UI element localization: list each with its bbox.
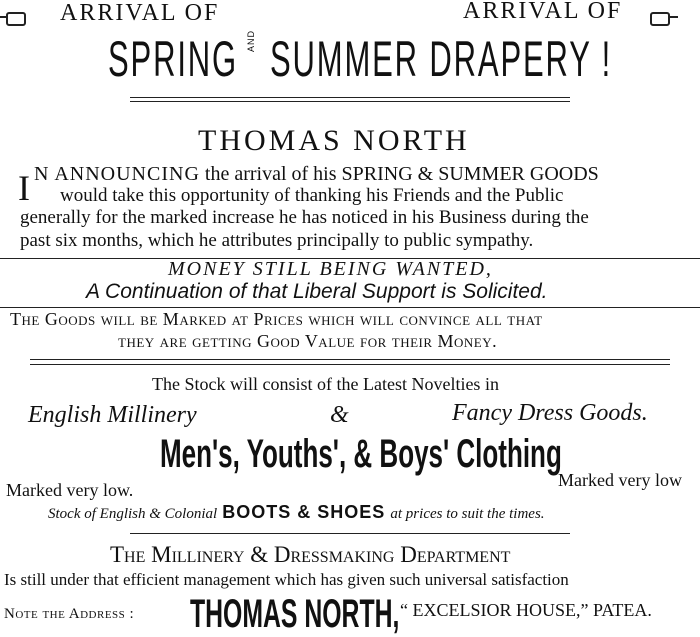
arrival-right: ARRIVAL OF xyxy=(463,0,623,24)
marked-very-low-right: Marked very low xyxy=(558,470,682,490)
boots-shoes: BOOTS & SHOES xyxy=(222,502,386,522)
prices-line-2: they are getting Good Value for their Money. xyxy=(118,331,498,351)
address-house: “ EXCELSIOR HOUSE,” PATEA. xyxy=(400,600,652,620)
fancy-dress-goods: Fancy Dress Goods. xyxy=(452,400,648,426)
appeal-line-2: A Continuation of that Liberal Support is Solicited. xyxy=(86,280,548,303)
pointing-hand-left-icon xyxy=(4,6,30,25)
and-vertical: AND xyxy=(246,29,256,52)
pointing-hand-right-icon xyxy=(648,6,674,25)
stock-rule xyxy=(130,533,570,534)
prices-line-1: The Goods will be Marked at Prices which will convince all that xyxy=(10,309,543,329)
arrival-left: ARRIVAL OF xyxy=(60,0,220,26)
clothing-heading: Men's, Youths', & Boys' Clothing xyxy=(160,432,562,476)
header-rule xyxy=(130,97,570,102)
marked-very-low-left: Marked very low. xyxy=(6,480,134,500)
english-millinery: English Millinery xyxy=(28,402,197,428)
prices-rule-upper xyxy=(30,359,670,360)
announcement-line-3: generally for the marked increase he has noticed in his Business during the xyxy=(20,207,589,228)
announcement-line-2: would take this opportunity of thanking his Friends and the Public xyxy=(60,185,564,206)
ampersand: & xyxy=(330,402,349,428)
spring-heading: SPRING xyxy=(108,31,239,87)
department-title: The Millinery & Dressmaking Department xyxy=(110,542,511,567)
boots-line xyxy=(48,502,545,523)
prices-rule-lower xyxy=(30,364,670,365)
boots-pre: Stock of English & Colonial xyxy=(48,506,218,522)
appeal-line-1: MONEY STILL BEING WANTED, xyxy=(168,258,493,280)
proprietor-name: THOMAS NORTH xyxy=(198,124,470,157)
drop-cap: I xyxy=(18,168,30,208)
department-body: Is still under that efficient management which has given such universal satisfaction xyxy=(4,570,569,589)
appeal-rule xyxy=(0,307,700,308)
address-label: Note the Address : xyxy=(4,606,135,622)
announcement-tail: the arrival of his SPRING & SUMMER GOODS xyxy=(204,163,599,185)
announcing-caps: N ANNOUNCING xyxy=(34,163,200,185)
announcement-line-1 xyxy=(34,163,599,186)
announcement-line-4: past six months, which he attributes principally to public sympathy. xyxy=(20,230,534,251)
summer-drapery-heading: SUMMER DRAPERY ! xyxy=(270,31,613,87)
boots-post: at prices to suit the times. xyxy=(390,506,545,522)
stock-intro: The Stock will consist of the Latest Novelties in xyxy=(152,374,499,394)
address-name: THOMAS NORTH, xyxy=(190,592,400,636)
